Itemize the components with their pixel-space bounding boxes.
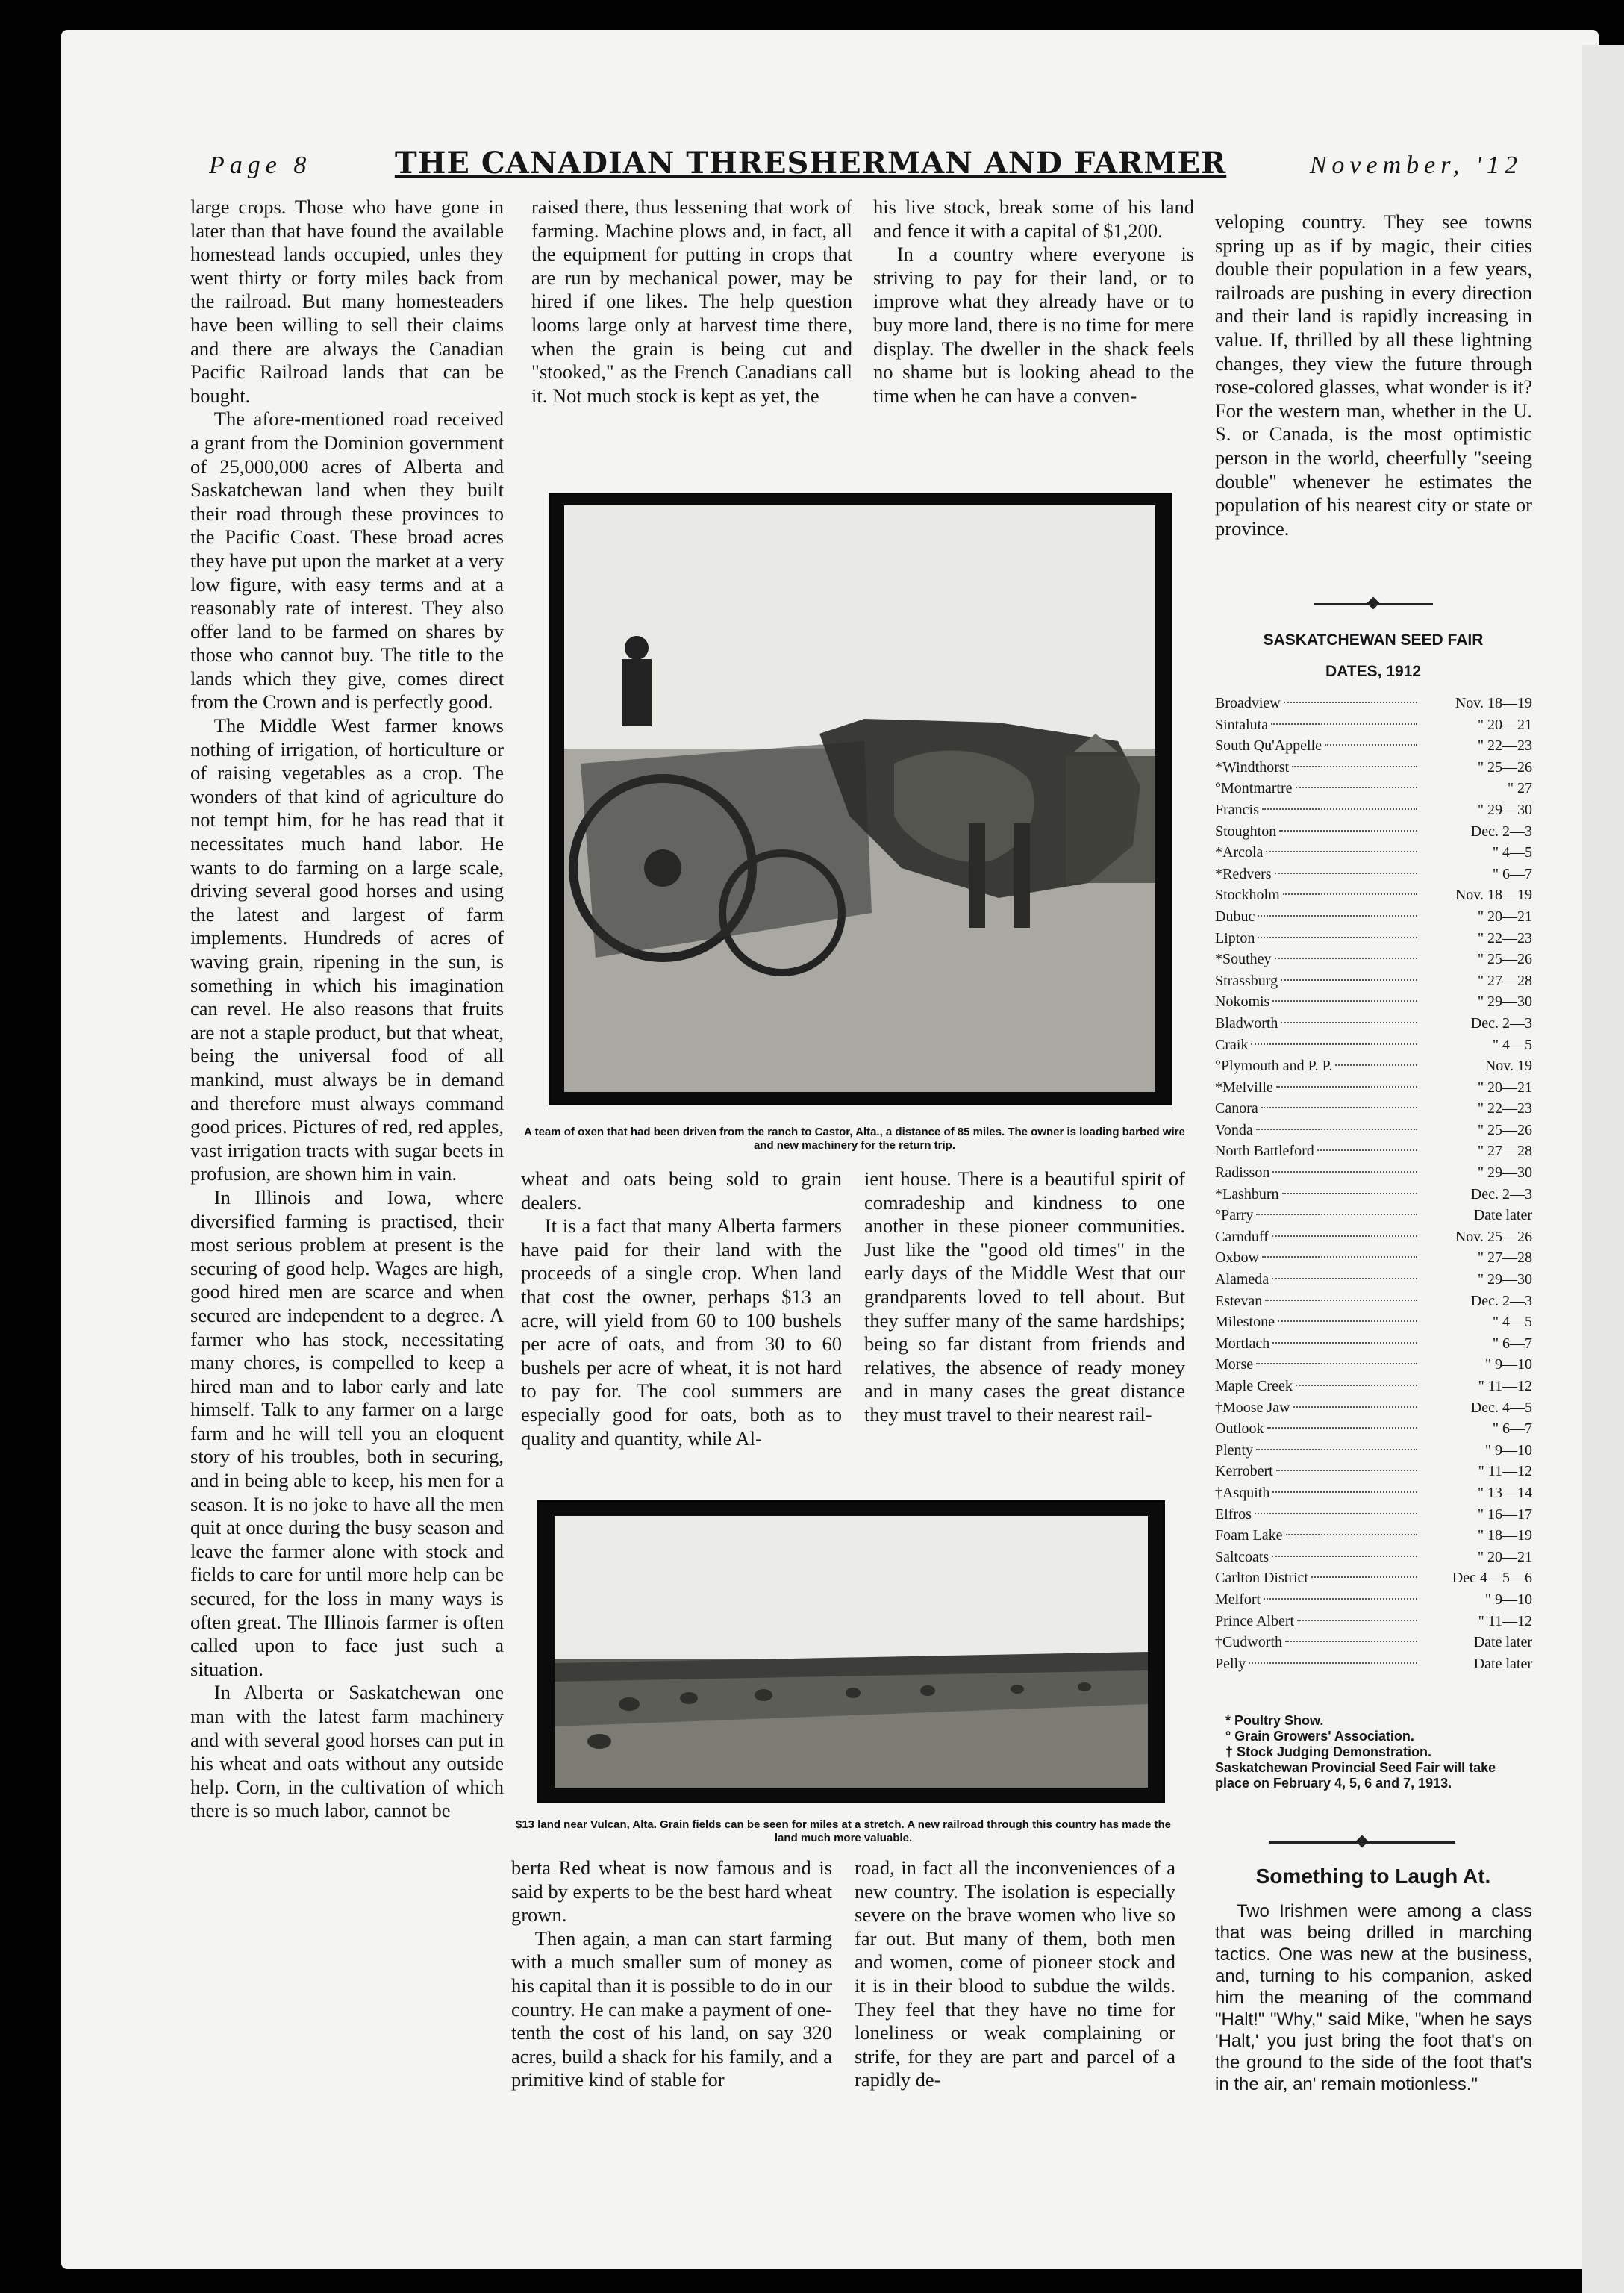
seed-fair-row — [1215, 1632, 1532, 1653]
fair-date: Nov. 18—19 — [1455, 695, 1532, 711]
seed-fair-row — [1215, 757, 1532, 779]
fair-date: Nov. 25—26 — [1455, 1228, 1532, 1245]
dot-leader — [1296, 1385, 1417, 1386]
fair-date: " 27—28 — [1477, 1143, 1532, 1160]
article-column-1 — [190, 196, 504, 1823]
seed-fair-row — [1215, 1333, 1532, 1355]
seed-fair-row — [1215, 885, 1532, 906]
note-poultry: * Poultry Show. — [1225, 1713, 1324, 1728]
fair-date: " 29—30 — [1477, 1164, 1532, 1182]
fair-date: " 11—12 — [1478, 1612, 1532, 1629]
fair-location: Strassburg — [1215, 972, 1278, 989]
fair-location: Bladworth — [1215, 1014, 1278, 1032]
seed-fair-row — [1215, 949, 1532, 970]
paragraph: veloping country. They see towns spring up as if by magic, their cities double their population in a few years, railroads are pushing in every direction and their land is rapidly increasing in value. If, thrilled by all these lightning changes, they view the future through rose-colored glasses, what wonder is it? For the western man, whether in the U. S. or Canada, is the most optimistic person in the world, cheerfully "seeing double" whenever he estimates the population of his nearest city or state or province. — [1215, 210, 1532, 540]
note-grain-growers: ° Grain Growers' Association. — [1225, 1729, 1414, 1744]
seed-fair-row — [1215, 1504, 1532, 1526]
fair-date: " 11—12 — [1478, 1378, 1532, 1394]
fair-date: Dec. 2—3 — [1470, 823, 1532, 840]
fair-location: Oxbow — [1215, 1250, 1259, 1267]
fair-location: †Moose Jaw — [1215, 1399, 1290, 1416]
dot-leader — [1251, 1043, 1417, 1045]
dot-leader — [1256, 1363, 1417, 1364]
fair-location: Francis — [1215, 801, 1259, 818]
fair-date: Nov. 18—19 — [1455, 887, 1532, 904]
masthead-title: THE CANADIAN THRESHERMAN AND FARMER — [394, 146, 1227, 181]
fair-location: Sintaluta — [1215, 716, 1269, 733]
seed-fair-row — [1215, 864, 1532, 885]
dot-leader — [1266, 851, 1417, 852]
photo-oxen-team — [549, 493, 1172, 1105]
fair-date: " 25—26 — [1477, 951, 1532, 968]
article-column-2-bottom — [511, 1856, 832, 2092]
issue-date: November, '12 — [1309, 152, 1522, 179]
seed-fair-list — [1215, 693, 1532, 1674]
paragraph: Then again, a man can start farming with a much smaller sum of money as his capital than it is possible to do in our country. He can make a payment of one-tenth the cost of his land, on say 320 acres, build a shack for his family, and a primitive kind of stable for — [511, 1927, 832, 2091]
seed-fair-row — [1215, 1013, 1532, 1035]
fair-location: *Lashburn — [1215, 1185, 1279, 1202]
fair-location: Carnduff — [1215, 1228, 1269, 1245]
paragraph: road, in fact all the inconveniences of a new country. The isolation is especially severe on the brave women who live so far out. But many of them, both men and women, come of pioneer stock and it is in their blood to subdue the wilds. They feel that they have no time for loneliness or weak complaining or strife, for they are part and parcel of a rapidly de- — [855, 1856, 1175, 2091]
fair-location: Alameda — [1215, 1271, 1269, 1288]
dot-leader — [1293, 1406, 1417, 1408]
fair-date: " 20—21 — [1477, 1548, 1532, 1565]
seed-fair-row — [1215, 799, 1532, 821]
dot-leader — [1278, 1320, 1417, 1322]
fair-location: *Arcola — [1215, 844, 1264, 861]
dot-leader — [1256, 1129, 1417, 1130]
fair-date: " 29—30 — [1477, 993, 1532, 1011]
seed-fair-row — [1215, 1247, 1532, 1269]
fair-location: Plenty — [1215, 1441, 1254, 1459]
fair-date: " 22—23 — [1477, 737, 1532, 755]
dot-leader — [1272, 1556, 1417, 1557]
fair-date: " 9—10 — [1484, 1356, 1532, 1373]
seed-fair-row — [1215, 1098, 1532, 1120]
page-header — [209, 146, 1522, 183]
seed-fair-row — [1215, 991, 1532, 1013]
fair-location: Elfros — [1215, 1506, 1252, 1523]
fair-date: " 20—21 — [1477, 1079, 1532, 1096]
seed-fair-row — [1215, 1653, 1532, 1675]
fair-date: " 4—5 — [1492, 1036, 1532, 1053]
seed-fair-row — [1215, 928, 1532, 949]
laugh-title: Something to Laugh At. — [1255, 1865, 1491, 1888]
fair-location: Pelly — [1215, 1655, 1246, 1672]
dot-leader — [1272, 1171, 1417, 1173]
dot-leader — [1262, 808, 1417, 810]
next-page-edge — [1582, 45, 1624, 2293]
paragraph: large crops. Those who have gone in later than that have found the available homestead lands occupied, unles they went thirty or forty miles back from the railroad. But many homesteaders have been willing to sell their claims and there are always the Canadian Pacific Railroad lands that can be bought. — [190, 196, 504, 407]
fair-date: Nov. 19 — [1484, 1058, 1532, 1075]
fair-date: " 4—5 — [1492, 844, 1532, 861]
seed-fair-row — [1215, 1077, 1532, 1099]
article-column-3-mid — [864, 1167, 1185, 1427]
dot-leader — [1261, 1107, 1417, 1108]
fair-location: °Montmartre — [1215, 780, 1293, 797]
photo-vulcan-caption: $13 land near Vulcan, Alta. Grain fields can be seen for miles at a stretch. A new railroad through this country has made the land much more valuable. — [515, 1818, 1171, 1844]
fair-date: Dec. 2—3 — [1470, 1185, 1532, 1202]
fair-date: " 20—21 — [1477, 716, 1532, 733]
fair-date: " 9—10 — [1484, 1441, 1532, 1459]
dot-leader — [1296, 787, 1417, 788]
dot-leader — [1311, 1576, 1417, 1578]
fair-date: Dec 4—5—6 — [1452, 1570, 1532, 1587]
fair-date: " 27—28 — [1477, 972, 1532, 989]
fair-location: †Cudworth — [1215, 1634, 1282, 1651]
seed-fair-row — [1215, 1055, 1532, 1077]
dot-leader — [1275, 873, 1417, 874]
seed-fair-row — [1215, 1567, 1532, 1589]
seed-fair-subtitle: DATES, 1912 — [1325, 663, 1421, 680]
page-number: Page 8 — [209, 152, 312, 179]
dot-leader — [1272, 1491, 1417, 1493]
section-divider — [1314, 603, 1433, 605]
paragraph: wheat and oats being sold to grain dealers. — [521, 1167, 842, 1214]
paragraph: It is a fact that many Alberta farmers have paid for their land with the proceeds of a single crop. When land that cost the owner, perhaps $13 an acre, will yield from 60 to 100 bushels per acre of oats, and from 30 to 60 bushels per acre of wheat, it is not hard to pay for. The cool summers are especially good for oats, both as to quality and quantity, while Al- — [521, 1214, 842, 1450]
seed-fair-row — [1215, 1418, 1532, 1440]
fair-date: " 27—28 — [1477, 1250, 1532, 1267]
photo-vulcan-fields — [537, 1500, 1165, 1803]
fair-date: " 29—30 — [1477, 1271, 1532, 1288]
fair-location: Stockholm — [1215, 887, 1280, 904]
paragraph: ient house. There is a beautiful spirit of comradeship and kindness to one another in these pioneer communities. Just like the "good old times" in the early days of the Middle West that our grandparents loved to tell about. But they suffer many of the same hardships; being so far distant from friends and relatives, the absence of ready money and in many cases the great distance they must travel to their nearest rail- — [864, 1167, 1185, 1426]
article-column-2-top — [531, 196, 852, 408]
dot-leader — [1262, 1256, 1417, 1258]
dot-leader — [1258, 915, 1417, 917]
article-column-4-top — [1215, 210, 1532, 540]
dot-leader — [1256, 1449, 1417, 1450]
seed-fair-row — [1215, 1547, 1532, 1568]
article-column-3-bottom — [855, 1856, 1175, 2092]
seed-fair-row — [1215, 1376, 1532, 1397]
dot-leader — [1285, 1641, 1417, 1642]
oxen-image — [551, 495, 1170, 1103]
dot-leader — [1271, 723, 1417, 725]
seed-fair-row — [1215, 1461, 1532, 1482]
fair-location: Mortlach — [1215, 1335, 1270, 1352]
dot-leader — [1282, 1193, 1417, 1194]
seed-fair-row — [1215, 1397, 1532, 1419]
dot-leader — [1281, 979, 1417, 981]
seed-fair-row — [1215, 1589, 1532, 1611]
fair-location: Radisson — [1215, 1164, 1270, 1182]
seed-fair-row — [1215, 693, 1532, 714]
fair-date: " 6—7 — [1492, 1420, 1532, 1438]
article-column-2-mid — [521, 1167, 842, 1450]
fair-date: Dec. 4—5 — [1470, 1399, 1532, 1416]
fair-location: Milestone — [1215, 1314, 1275, 1331]
fair-location: *Windthorst — [1215, 758, 1290, 776]
fair-date: " 6—7 — [1492, 865, 1532, 882]
paragraph: In Alberta or Saskatchewan one man with the latest farm machinery and with several good horses can put in his wheat and oats without any outside help. Corn, in the cultivation of which there is so much labor, cannot be — [190, 1681, 504, 1822]
seed-fair-row — [1215, 970, 1532, 992]
dot-leader — [1272, 1278, 1417, 1279]
dot-leader — [1255, 1513, 1417, 1514]
seed-fair-row — [1215, 906, 1532, 928]
section-divider — [1269, 1841, 1455, 1844]
dot-leader — [1276, 1470, 1417, 1471]
dot-leader — [1286, 1534, 1417, 1535]
fair-location: Nokomis — [1215, 993, 1270, 1011]
laugh-story — [1215, 1900, 1532, 2095]
fair-location: Morse — [1215, 1356, 1254, 1373]
fair-location: °Parry — [1215, 1207, 1254, 1224]
paragraph: berta Red wheat is now famous and is said by experts to be the best hard wheat grown. — [511, 1856, 832, 1927]
paragraph: Two Irishmen were among a class that was being drilled in marching tactics. One was new at the business, and, turning to his companion, asked him the meaning of the command "Halt!" "Why," said Mike, "when he says 'Halt,' you just bring the foot that's on the ground to the side of the foot that's in the air, an' remain motionless." — [1215, 1901, 1532, 2094]
seed-fair-row — [1215, 735, 1532, 757]
fair-location: †Asquith — [1215, 1484, 1270, 1501]
fair-location: Lipton — [1215, 929, 1255, 946]
seed-fair-row — [1215, 1269, 1532, 1291]
dot-leader — [1292, 766, 1417, 767]
fair-date: Date later — [1473, 1634, 1532, 1651]
fair-location: Dubuc — [1215, 908, 1255, 925]
fair-location: Estevan — [1215, 1292, 1263, 1309]
fair-location: Saltcoats — [1215, 1548, 1269, 1565]
paragraph: In a country where everyone is striving to pay for their land, or to improve what they already have or to buy more land, there is no time for mere display. The dweller in the shack feels no shame but is looking ahead to the time when he can have a conven- — [873, 243, 1194, 407]
seed-fair-row — [1215, 1354, 1532, 1376]
dot-leader — [1283, 893, 1417, 895]
dot-leader — [1284, 702, 1417, 703]
seed-fair-row — [1215, 1162, 1532, 1184]
fair-location: *Redvers — [1215, 865, 1272, 882]
fair-date: " 27 — [1507, 780, 1532, 797]
seed-fair-row — [1215, 1184, 1532, 1205]
fair-location: Kerrobert — [1215, 1463, 1273, 1480]
fair-location: South Qu'Appelle — [1215, 737, 1322, 755]
fields-image — [540, 1503, 1163, 1801]
dot-leader — [1249, 1662, 1417, 1664]
fair-location: Vonda — [1215, 1121, 1253, 1138]
fair-date: " 22—23 — [1477, 1100, 1532, 1117]
fair-location: *Southey — [1215, 951, 1272, 968]
fair-location: *Melville — [1215, 1079, 1273, 1096]
dot-leader — [1256, 1214, 1417, 1215]
fair-date: Dec. 2—3 — [1470, 1292, 1532, 1309]
note-provincial-fair: Saskatchewan Provincial Seed Fair will take place on February 4, 5, 6 and 7, 1913. — [1215, 1760, 1496, 1791]
fair-location: °Plymouth and P. P. — [1215, 1058, 1333, 1075]
dot-leader — [1317, 1149, 1417, 1151]
fair-location: Foam Lake — [1215, 1527, 1283, 1544]
fair-date: Date later — [1473, 1207, 1532, 1224]
dot-leader — [1272, 1342, 1417, 1344]
seed-fair-row — [1215, 1482, 1532, 1504]
fair-date: " 16—17 — [1477, 1506, 1532, 1523]
seed-fair-row — [1215, 1226, 1532, 1248]
fair-date: " 9—10 — [1484, 1591, 1532, 1608]
dot-leader — [1272, 1000, 1417, 1002]
seed-fair-row — [1215, 714, 1532, 736]
dot-leader — [1297, 1620, 1417, 1621]
dot-leader — [1335, 1064, 1417, 1066]
fair-location: Prince Albert — [1215, 1612, 1295, 1629]
seed-fair-row — [1215, 1311, 1532, 1333]
photo-oxen-caption: A team of oxen that had been driven from the ranch to Castor, Alta., a distance of 85 miles. The owner is loading barbed wire and new machinery for the return trip. — [524, 1126, 1185, 1152]
fair-location: Broadview — [1215, 695, 1281, 711]
seed-fair-row — [1215, 1611, 1532, 1632]
dot-leader — [1275, 958, 1417, 959]
fair-location: Outlook — [1215, 1420, 1264, 1438]
dot-leader — [1279, 830, 1417, 832]
paragraph: The afore-mentioned road received a grant from the Dominion government of 25,000,000 acres of Alberta and Saskatchewan land when they built their road through these provinces to the Pacific Coast. These broad acres they have put upon the market at a very low figure, with easy terms and at a reasonably rate of interest. They also offer land to be farmed on shares by those who cannot buy. The title to the lands which they give, comes direct from the Crown and is perfectly good. — [190, 408, 504, 714]
fair-date: " 13—14 — [1477, 1484, 1532, 1501]
dot-leader — [1267, 1427, 1417, 1429]
fair-location: Canora — [1215, 1100, 1258, 1117]
seed-fair-row — [1215, 1440, 1532, 1461]
dot-leader — [1272, 1235, 1417, 1237]
dot-leader — [1325, 744, 1417, 746]
seed-fair-notes — [1215, 1713, 1532, 1791]
seed-fair-title: SASKATCHEWAN SEED FAIR — [1263, 631, 1484, 649]
fair-date: " 22—23 — [1477, 929, 1532, 946]
seed-fair-row — [1215, 1205, 1532, 1226]
seed-fair-row — [1215, 842, 1532, 864]
fair-location: Craik — [1215, 1036, 1249, 1053]
dot-leader — [1258, 937, 1417, 938]
seed-fair-row — [1215, 1291, 1532, 1312]
fair-date: " 4—5 — [1492, 1314, 1532, 1331]
dot-leader — [1281, 1022, 1417, 1023]
fair-date: " 18—19 — [1477, 1527, 1532, 1544]
dot-leader — [1276, 1086, 1417, 1088]
seed-fair-row — [1215, 1525, 1532, 1547]
paragraph: The Middle West farmer knows nothing of irrigation, of horticulture or of raising vegetables as a crop. The wonders of that kind of agriculture do not tempt him, for he has read that it necessitates much hand labor. He wants to do farming on a large scale, driving several good horses and using the latest and largest of farm implements. Hundreds of acres of waving grain, ripening in the sun, is something in which his imagination can revel. He also reasons that fruits are not a staple product, but that wheat, being the universal food of all mankind, must always be in demand and therefore must always command good prices. Pictures of red, red apples, vast irrigation tracts with sugar beets in profusion, are shown him in vain. — [190, 714, 504, 1185]
fair-location: Maple Creek — [1215, 1378, 1293, 1394]
fair-date: " 25—26 — [1477, 1121, 1532, 1138]
fair-location: Melfort — [1215, 1591, 1261, 1608]
seed-fair-row — [1215, 1120, 1532, 1141]
article-column-3-top — [873, 196, 1194, 408]
fair-location: Stoughton — [1215, 823, 1277, 840]
paragraph: raised there, thus lessening that work of farming. Machine plows and, in fact, all the equipment for putting in crops that are run by mechanical power, may be hired if one likes. The help question looms large only at harvest time there, when the grain is being cut and "stooked," as the French Canadians call it. Not much stock is kept as yet, the — [531, 196, 852, 407]
note-stock-judging: † Stock Judging Demonstration. — [1225, 1744, 1432, 1759]
fair-date: " 20—21 — [1477, 908, 1532, 925]
fair-date: " 6—7 — [1492, 1335, 1532, 1352]
seed-fair-row — [1215, 1141, 1532, 1162]
dot-leader — [1265, 1300, 1417, 1301]
dot-leader — [1264, 1598, 1417, 1600]
paragraph: In Illinois and Iowa, where diversified farming is practised, their most serious problem at present is the securing of good help. Wages are high, good hired men are scarce and when secured are independent to a degree. A farmer who has stock, necessitating many chores, is compelled to keep a hired man and to labor early and late himself. Talk to any farmer on a large farm and he will tell you an eloquent story of his troubles, both in securing, and in being able to keep, his men for a season. It is no joke to have all the men quit at once during the busy season and leave the farmer alone with stock and fields to care for until more help can be secured, for the loss in many ways is often great. The Illinois farmer is often called upon to face just such a situation. — [190, 1185, 504, 1680]
seed-fair-row — [1215, 1035, 1532, 1056]
fair-date: Date later — [1473, 1655, 1532, 1672]
fair-date: " 29—30 — [1477, 801, 1532, 818]
fair-location: Carlton District — [1215, 1570, 1308, 1587]
fair-date: " 25—26 — [1477, 758, 1532, 776]
paragraph: his live stock, break some of his land and fence it with a capital of $1,200. — [873, 196, 1194, 242]
seed-fair-row — [1215, 821, 1532, 843]
fair-date: " 11—12 — [1478, 1463, 1532, 1480]
fair-location: North Battleford — [1215, 1143, 1314, 1160]
seed-fair-row — [1215, 778, 1532, 799]
fair-date: Dec. 2—3 — [1470, 1014, 1532, 1032]
